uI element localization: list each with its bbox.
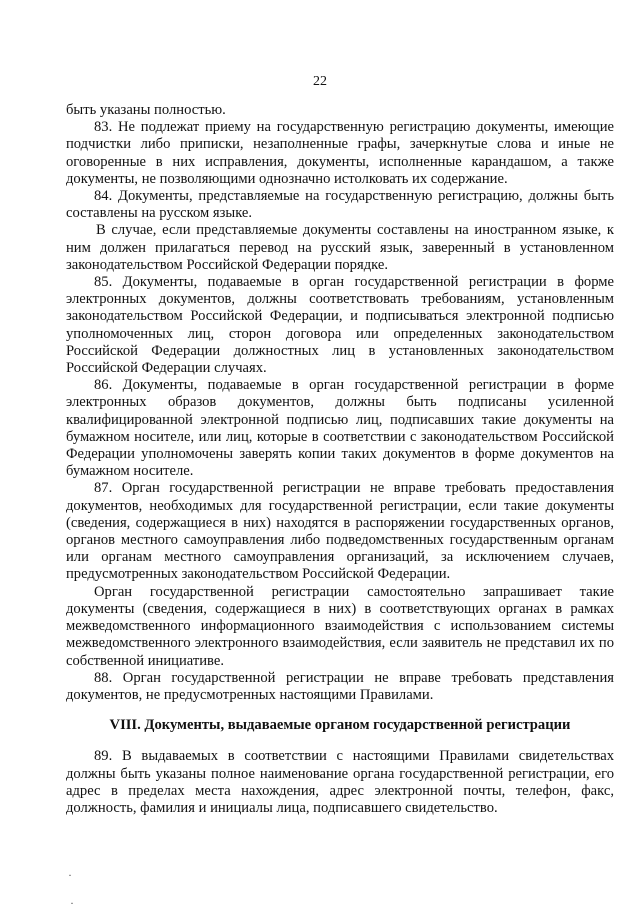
paragraph-continuation: быть указаны полностью. xyxy=(66,102,226,118)
paragraph-89: 89. В выдаваемых в соответствии с настоящими Правилами свидетельствах должны быть указаны полное наименование органа государственной регистрации, его адрес в пределах места нахождения, адрес электронной почты, телефон, факс, должность, фамилия и инициалы лица, подписавшего свидетельство. xyxy=(66,748,614,816)
paragraph-83: 83. Не подлежат приему на государственную регистрацию документы, имеющие подчистки либо приписки, незаполненные графы, зачеркнутые слова и иные не оговоренные в них исправления, документы, исполненные карандашом, а также документы, не позволяющими однозначно истолковать их содержание. xyxy=(66,119,614,187)
paragraph-88: 88. Орган государственной регистрации не вправе требовать представления документов, не предусмотренных настоящими Правилами. xyxy=(66,669,614,703)
scan-speck: · xyxy=(68,868,72,882)
paragraph-86: 86. Документы, подаваемые в орган государственной регистрации в форме электронных образов документов, должны быть подписаны усиленной квалифицированной электронной подписью лиц, подписавших такие документы на бумажном носителе, или лиц, которые в соответствии с законодательством Российской Федерации уполномочены заверять копии таких документов в форме документов на бумажном носителе. xyxy=(66,377,614,480)
section-heading: VIII. Документы, выдаваемые органом государственной регистрации xyxy=(109,717,571,734)
page-number: 22 xyxy=(313,74,327,89)
paragraph-84: 84. Документы, представляемые на государственную регистрацию, должны быть составлены на русском языке. xyxy=(66,188,614,222)
paragraph-87-request: Орган государственной регистрации самостоятельно запрашивает такие документы (сведения, содержащиеся в них) в соответствующих органах в рамках межведомственного информационного взаимодействия с использованием системы межведомственного электронного взаимодействия, если заявитель не представил их по собственной инициативе. xyxy=(66,583,614,669)
paragraph-87: 87. Орган государственной регистрации не вправе требовать предоставления документов, необходимых для государственной регистрации, если такие документы (сведения, содержащиеся в них) находятся в распоряжении государственных органов, органов местного самоуправления либо подведомственных государственным органам или органам местного самоуправления организаций, за исключением случаев, предусмотренных законодательством Российской Федерации. xyxy=(66,480,614,583)
paragraph-84-foreign-language: В случае, если представляемые документы составлены на иностранном языке, к ним должен прилагаться перевод на русский язык, заверенный в установленном законодательством Российской Федерации порядке. xyxy=(66,222,614,273)
scan-speck: · xyxy=(70,896,74,910)
document-body xyxy=(66,102,614,817)
paragraph-85: 85. Документы, подаваемые в орган государственной регистрации в форме электронных документов, должны соответствовать требованиям, установленным законодательством Российской Федерации, и подписываться электронной подписью уполномоченных лиц, сторон договора или определенных законодательством Российской Федерации должностных лиц в установленных законодательством Российской Федерации случаях. xyxy=(66,274,614,377)
